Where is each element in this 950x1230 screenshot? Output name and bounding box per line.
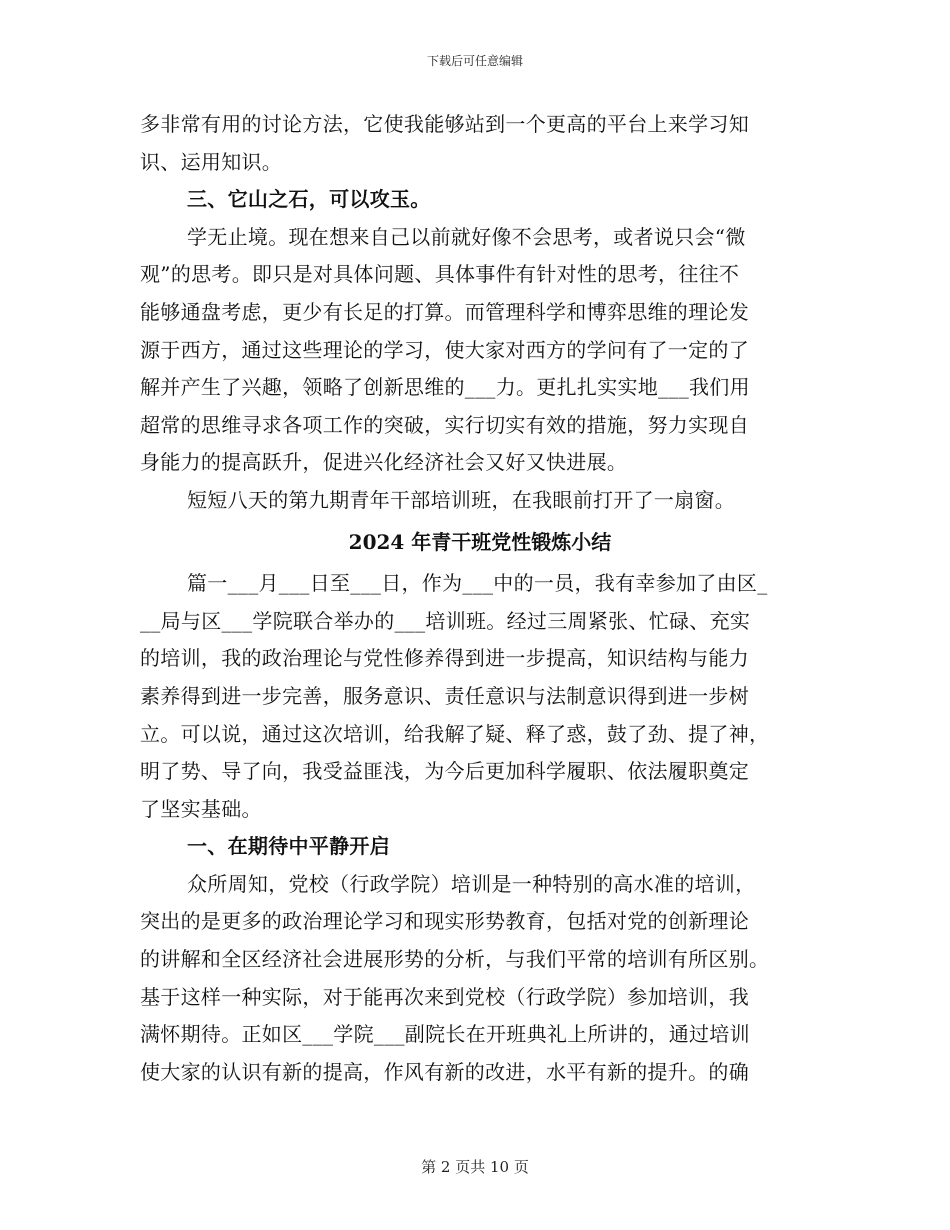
paragraph-line: 观”的思考。即只是对具体问题、具体事件有针对性的思考，往往不 xyxy=(140,262,740,287)
paragraph-line: 超常的思维寻求各项工作的突破，实行切实有效的措施，努力实现自 xyxy=(140,412,749,437)
paragraph-line: 的培训，我的政治理论与党性修养得到进一步提高，知识结构与能力 xyxy=(140,646,749,671)
paragraph-line: 素养得到进一步完善，服务意识、责任意识与法制意识得到进一步树 xyxy=(140,683,749,708)
paragraph-line: 源于西方，通过这些理论的学习，使大家对西方的学问有了一定的了 xyxy=(140,337,749,362)
paragraph-line: 突出的是更多的政治理论学习和现实形势教育，包括对党的创新理论 xyxy=(140,909,749,934)
paragraph-line: 明了势、导了向，我受益匪浅，为今后更加科学履职、依法履职奠定 xyxy=(140,759,749,784)
paragraph-line: 使大家的认识有新的提高，作风有新的改进，水平有新的提升。的确 xyxy=(140,1059,749,1084)
paragraph-line: 短短八天的第九期青年干部培训班，在我眼前打开了一扇窗。 xyxy=(187,487,736,512)
paragraph-line: 满怀期待。正如区___学院___副院长在开班典礼上所讲的，通过培训 xyxy=(140,1022,750,1047)
page-footer: 第 2 页共 10 页 xyxy=(421,1158,529,1176)
document-body xyxy=(140,106,820,1091)
paragraph-line: 能够通盘考虑，更少有长足的打算。而管理科学和博弈思维的理论发 xyxy=(140,299,749,324)
paragraph-line: 解并产生了兴趣，领略了创新思维的___力。更扎扎实实地___我们用 xyxy=(140,375,750,400)
paragraph-line: 学无止境。现在想来自己以前就好像不会思考，或者说只会“微 xyxy=(187,224,746,249)
paragraph-line: 识、运用知识。 xyxy=(140,149,283,174)
paragraph-line: 了坚实基础。 xyxy=(140,796,262,821)
paragraph-line: 基于这样一种实际，对于能再次来到党校（行政学院）参加培训，我 xyxy=(140,984,749,1009)
paragraph-line: 众所周知，党校（行政学院）培训是一种特别的高水准的培训， xyxy=(187,871,756,896)
section-heading: 三、它山之石，可以攻玉。 xyxy=(187,187,431,212)
section-heading: 一、在期待中平静开启 xyxy=(187,834,390,859)
paragraph-line: 多非常有用的讨论方法，它使我能够站到一个更高的平台上来学习知 xyxy=(140,112,749,136)
document-title: 2024 年青干班党性锻炼小结 xyxy=(348,529,612,554)
paragraph-line: 身能力的提高跃升，促进兴化经济社会又好又快进展。 xyxy=(140,450,628,475)
paragraph-line: 立。可以说，通过这次培训，给我解了疑、释了惑，鼓了劲、提了神， xyxy=(140,721,770,746)
page-header: 下载后可任意编辑 xyxy=(426,54,523,68)
paragraph-line: 的讲解和全区经济社会进展形势的分析，与我们平常的培训有所区别。 xyxy=(140,947,770,972)
paragraph-line: 篇一___月___日至___日，作为___中的一员，我有幸参加了由区_ xyxy=(187,571,768,596)
paragraph-line: __局与区___学院联合举办的___培训班。经过三周紧张、忙碌、充实 xyxy=(140,608,751,633)
